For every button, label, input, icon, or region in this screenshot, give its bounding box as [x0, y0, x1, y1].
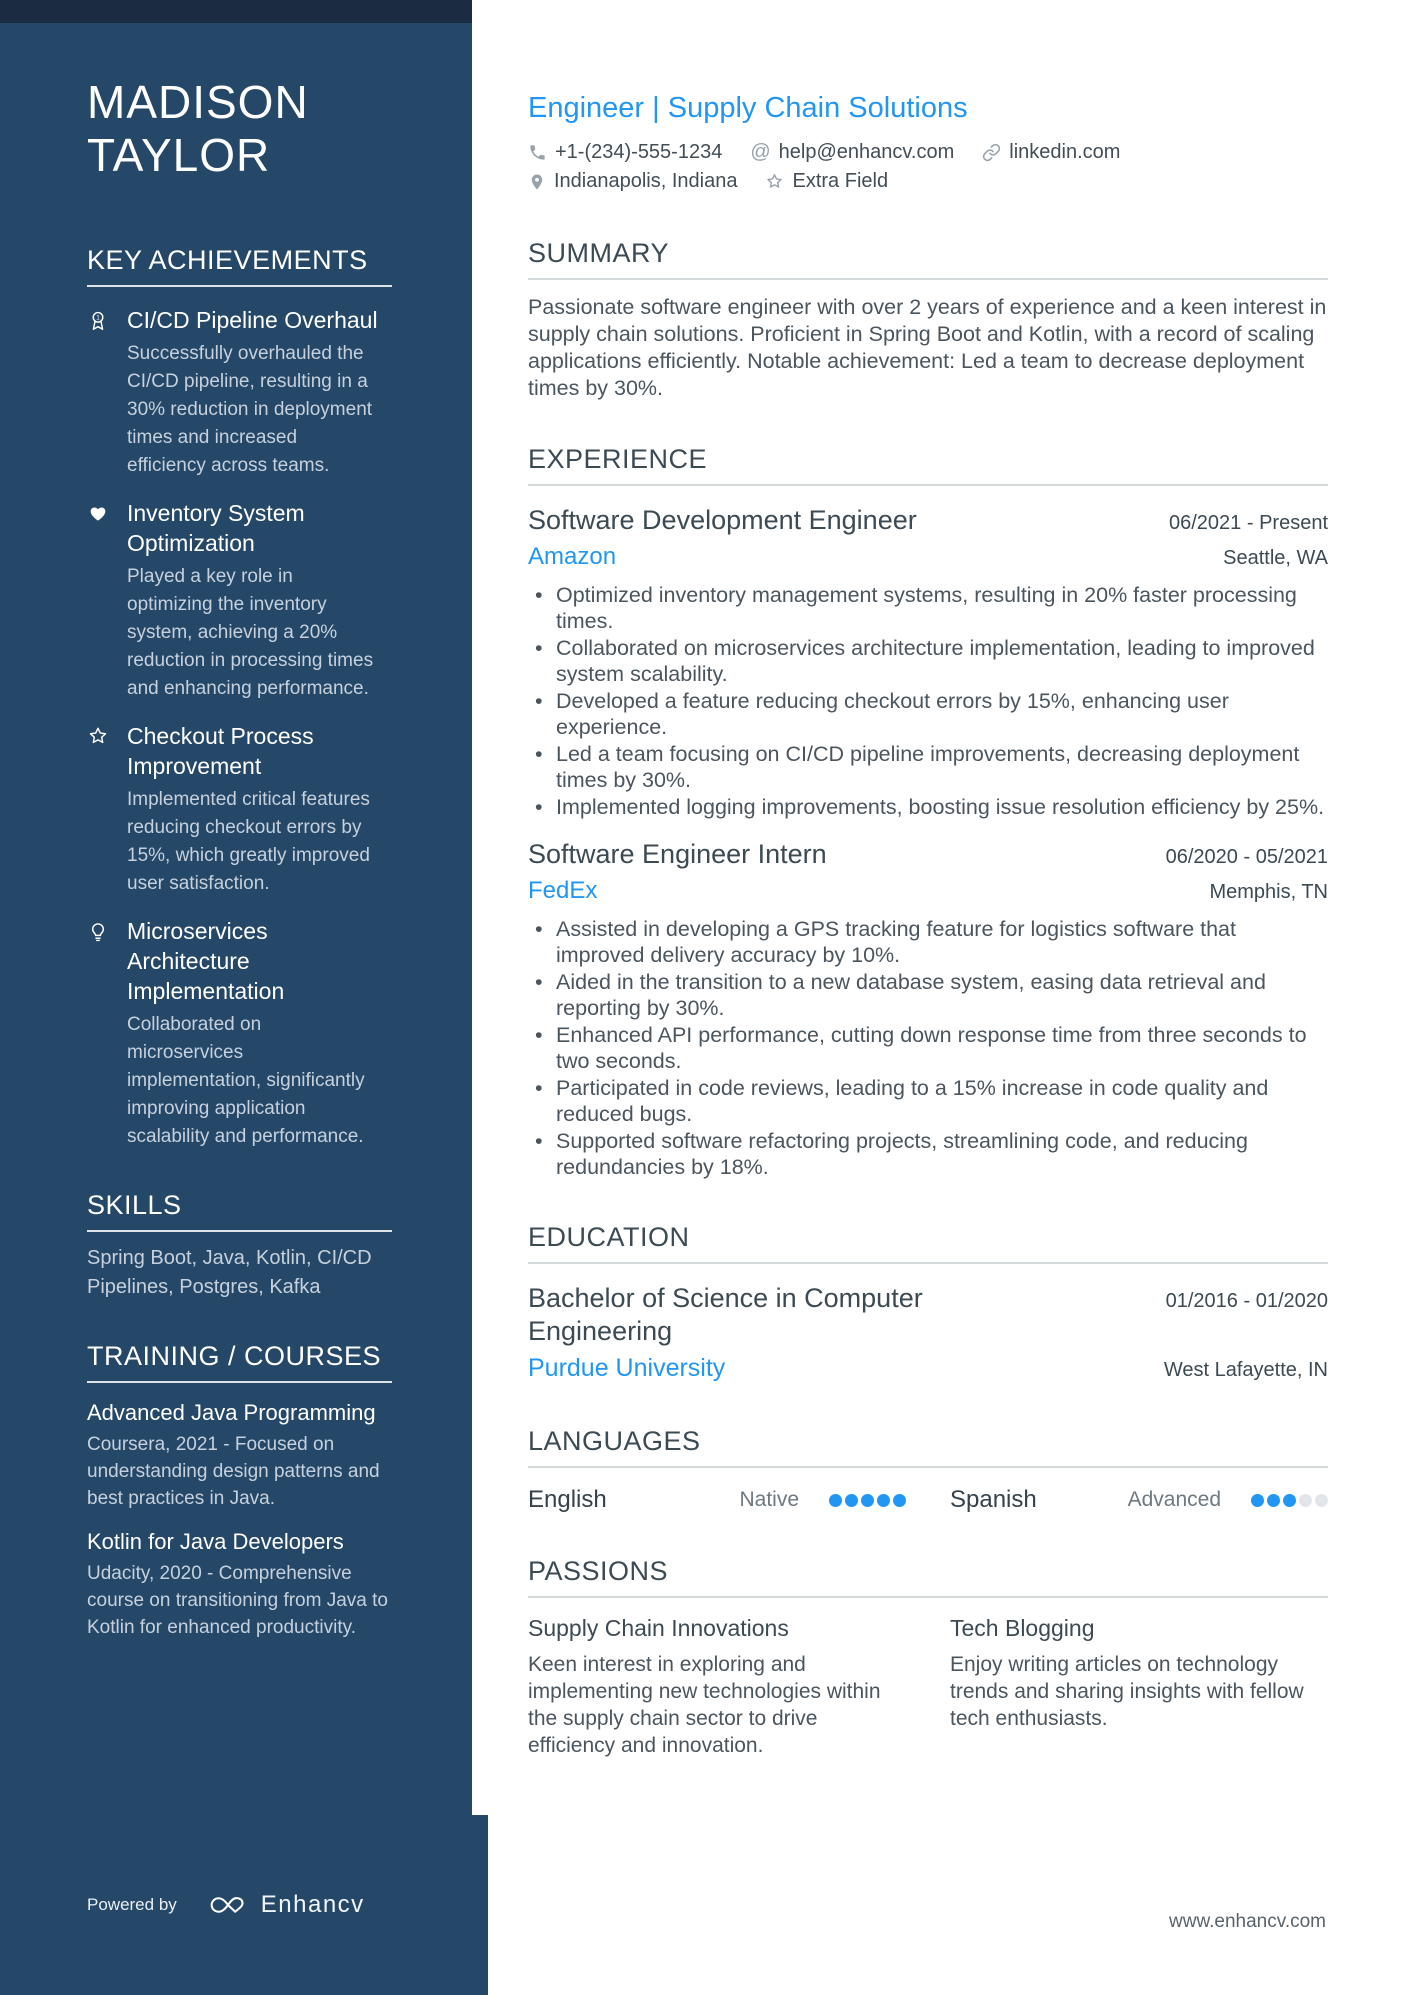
passion-item [950, 1614, 1328, 1759]
sidebar-top-bar [0, 0, 472, 23]
achievement-description: Implemented critical features reducing checkout errors by 15%, which greatly improved user satisfaction. [127, 789, 370, 894]
job-dates: 06/2020 - 05/2021 [1165, 846, 1328, 868]
passions-heading: PASSIONS [528, 1556, 669, 1586]
section-divider [528, 1596, 1328, 1598]
achievement-item [87, 916, 392, 1151]
achievement-item [87, 305, 392, 480]
phone-contact [528, 138, 722, 167]
company-name: Amazon [528, 543, 617, 570]
job-bullets [528, 916, 1328, 1180]
achievement-item [87, 498, 392, 703]
school-row [528, 1353, 1328, 1384]
course-title: Kotlin for Java Developers [87, 1529, 344, 1554]
training-heading: TRAINING / COURSES [87, 1341, 382, 1371]
language-proficiency-dots [829, 1494, 906, 1507]
sidebar-divider [87, 1230, 392, 1232]
education-dates: 01/2016 - 01/2020 [1165, 1290, 1328, 1312]
extra-field-contact [765, 167, 888, 196]
education-entry [528, 1282, 1328, 1384]
sidebar-content [0, 76, 472, 1641]
name-line-1: MADISON [87, 76, 309, 128]
passions-row [528, 1614, 1328, 1759]
proficiency-dot-filled [877, 1494, 890, 1507]
education-section [528, 1220, 1328, 1384]
job-title: Software Development Engineer [528, 505, 917, 535]
website-url[interactable]: www.enhancv.com [1169, 1911, 1326, 1932]
job-headline: Engineer | Supply Chain Solutions [528, 92, 968, 124]
skills-section [87, 1189, 448, 1302]
experience-heading: EXPERIENCE [528, 444, 708, 474]
proficiency-dot-filled [845, 1494, 858, 1507]
course-item [87, 1528, 392, 1641]
achievement-body [127, 305, 379, 480]
at-icon: @ [750, 141, 771, 163]
achievement-description: Collaborated on microservices implementation, significantly improving application scalability and performance. [127, 1014, 365, 1147]
contact-row [528, 138, 1328, 167]
languages-section [528, 1424, 1328, 1514]
course-description: Udacity, 2020 - Comprehensive course on transitioning from Java to Kotlin for enhanced productivity. [87, 1563, 388, 1638]
job-bullet: • Supported software refactoring projects, streamlining code, and reducing redundancies by 18%. [528, 1128, 1328, 1180]
sidebar-divider [87, 1381, 392, 1383]
job-bullet: • Participated in code reviews, leading to a 15% increase in code quality and reduced bugs. [528, 1075, 1328, 1127]
languages-row [528, 1486, 1328, 1514]
sidebar [0, 0, 472, 1995]
experience-section [528, 442, 1328, 1180]
proficiency-dot-filled [1251, 1494, 1264, 1507]
location-contact [528, 167, 737, 196]
key-achievements-heading: KEY ACHIEVEMENTS [87, 245, 368, 275]
sidebar-divider [87, 285, 392, 287]
proficiency-dot-empty [1315, 1494, 1328, 1507]
proficiency-dot-filled [861, 1494, 874, 1507]
language-proficiency-dots [1251, 1494, 1328, 1507]
link-icon [982, 143, 1001, 162]
star-icon [87, 721, 127, 898]
passions-section [528, 1554, 1328, 1759]
school-location: West Lafayette, IN [1163, 1359, 1328, 1381]
section-divider [528, 1466, 1328, 1468]
language-level: Native [739, 1488, 799, 1511]
job-company-row [528, 876, 1328, 906]
location-icon [528, 173, 546, 191]
passion-title: Tech Blogging [950, 1615, 1095, 1641]
powered-by-label: Powered by [87, 1895, 177, 1914]
heart-icon [87, 498, 127, 703]
job-location: Seattle, WA [1223, 547, 1328, 569]
main-column [528, 0, 1328, 1759]
proficiency-dot-filled [893, 1494, 906, 1507]
passion-description: Enjoy writing articles on technology trends and sharing insights with fellow tech enthusiasts. [950, 1653, 1304, 1730]
school-name: Purdue University [528, 1354, 726, 1382]
section-divider [528, 278, 1328, 280]
email-contact[interactable] [750, 138, 954, 167]
course-description: Coursera, 2021 - Focused on understanding design patterns and best practices in Java. [87, 1434, 380, 1509]
job-title-row [528, 504, 1328, 537]
course-item [87, 1399, 392, 1512]
degree-title: Bachelor of Science in Computer Engineering [528, 1283, 923, 1346]
job-bullet: • Led a team focusing on CI/CD pipeline improvements, decreasing deployment times by 30%. [528, 741, 1328, 793]
achievement-title: Inventory System Optimization [127, 500, 305, 556]
achievement-body [127, 721, 392, 898]
skills-heading: SKILLS [87, 1190, 182, 1220]
linkedin-url: linkedin.com [1009, 141, 1121, 163]
lightbulb-icon [87, 916, 127, 1151]
contact-row [528, 167, 1328, 196]
passion-item [528, 1614, 906, 1759]
name-line-2: TAYLOR [87, 129, 271, 181]
job-bullet: • Developed a feature reducing checkout errors by 15%, enhancing user experience. [528, 688, 1328, 740]
email-address: help@enhancv.com [778, 141, 955, 163]
summary-heading: SUMMARY [528, 238, 670, 268]
language-level: Advanced [1127, 1488, 1221, 1511]
job-bullet: • Optimized inventory management systems, resulting in 20% faster processing times. [528, 582, 1328, 634]
education-heading: EDUCATION [528, 1222, 690, 1252]
job-title: Software Engineer Intern [528, 839, 827, 869]
job-bullet: • Aided in the transition to a new database system, easing data retrieval and reporting by 30%. [528, 969, 1328, 1021]
skills-list: Spring Boot, Java, Kotlin, CI/CD Pipelines, Postgres, Kafka [87, 1247, 372, 1298]
extra-field-text: Extra Field [792, 170, 889, 192]
passion-title: Supply Chain Innovations [528, 1615, 789, 1641]
company-name: FedEx [528, 877, 598, 904]
job-entry [528, 504, 1328, 820]
powered-by-band [0, 1815, 488, 1995]
proficiency-dot-filled [1283, 1494, 1296, 1507]
language-name: Spanish [950, 1486, 1037, 1513]
section-divider [528, 484, 1328, 486]
achievement-item [87, 721, 392, 898]
job-location: Memphis, TN [1209, 881, 1328, 903]
medal-icon [87, 305, 127, 480]
job-bullet: • Collaborated on microservices architecture implementation, leading to improved system scalability. [528, 635, 1328, 687]
achievement-title: Checkout Process Improvement [127, 723, 314, 779]
job-bullet: • Implemented logging improvements, boosting issue resolution efficiency by 25%. [528, 794, 1328, 820]
candidate-name [87, 76, 448, 182]
proficiency-dot-filled [829, 1494, 842, 1507]
training-section [87, 1340, 448, 1641]
proficiency-dot-filled [1267, 1494, 1280, 1507]
achievement-body [127, 916, 392, 1151]
svg-text:1: 1 [96, 314, 100, 322]
language-item [950, 1486, 1328, 1514]
languages-heading: LANGUAGES [528, 1426, 701, 1456]
job-bullet: • Assisted in developing a GPS tracking feature for logistics software that improved delivery accuracy by 10%. [528, 916, 1328, 968]
proficiency-dot-empty [1299, 1494, 1312, 1507]
enhancv-logo-icon [205, 1891, 251, 1919]
job-entry [528, 838, 1328, 1180]
job-title-row [528, 838, 1328, 871]
star-icon [765, 172, 784, 191]
job-bullets [528, 582, 1328, 820]
course-title: Advanced Java Programming [87, 1400, 376, 1425]
key-achievements-section [87, 244, 448, 1151]
location-text: Indianapolis, Indiana [554, 170, 738, 192]
summary-text: Passionate software engineer with over 2 years of experience and a keen interest in supply chain solutions. Proficient in Spring Boot and Kotlin, with a record of scaling applications efficiently. Notable achievement: Led a team to decrease deployment times by 30%. [528, 295, 1327, 400]
phone-number: +1-(234)-555-1234 [555, 141, 723, 163]
job-company-row [528, 542, 1328, 572]
summary-section [528, 236, 1328, 402]
language-item [528, 1486, 906, 1514]
section-divider [528, 1262, 1328, 1264]
linkedin-contact[interactable] [982, 138, 1120, 167]
degree-row [528, 1282, 1328, 1348]
achievement-body [127, 498, 392, 703]
job-bullet: • Enhanced API performance, cutting down response time from three seconds to two seconds. [528, 1022, 1328, 1074]
job-dates: 06/2021 - Present [1169, 512, 1328, 534]
enhancv-brand-name: Enhancv [260, 1891, 365, 1918]
passion-description: Keen interest in exploring and implementing new technologies within the supply chain sector to drive efficiency and innovation. [528, 1653, 881, 1757]
achievement-description: Played a key role in optimizing the inventory system, achieving a 20% reduction in processing times and enhancing performance. [127, 566, 374, 699]
contact-info [528, 138, 1328, 196]
language-name: English [528, 1486, 607, 1513]
achievement-title: Microservices Architecture Implementation [127, 918, 285, 1004]
phone-icon [528, 143, 547, 162]
achievement-description: Successfully overhauled the CI/CD pipeline, resulting in a 30% reduction in deployment times and increased efficiency across teams. [127, 343, 373, 476]
achievement-title: CI/CD Pipeline Overhaul [127, 307, 378, 333]
